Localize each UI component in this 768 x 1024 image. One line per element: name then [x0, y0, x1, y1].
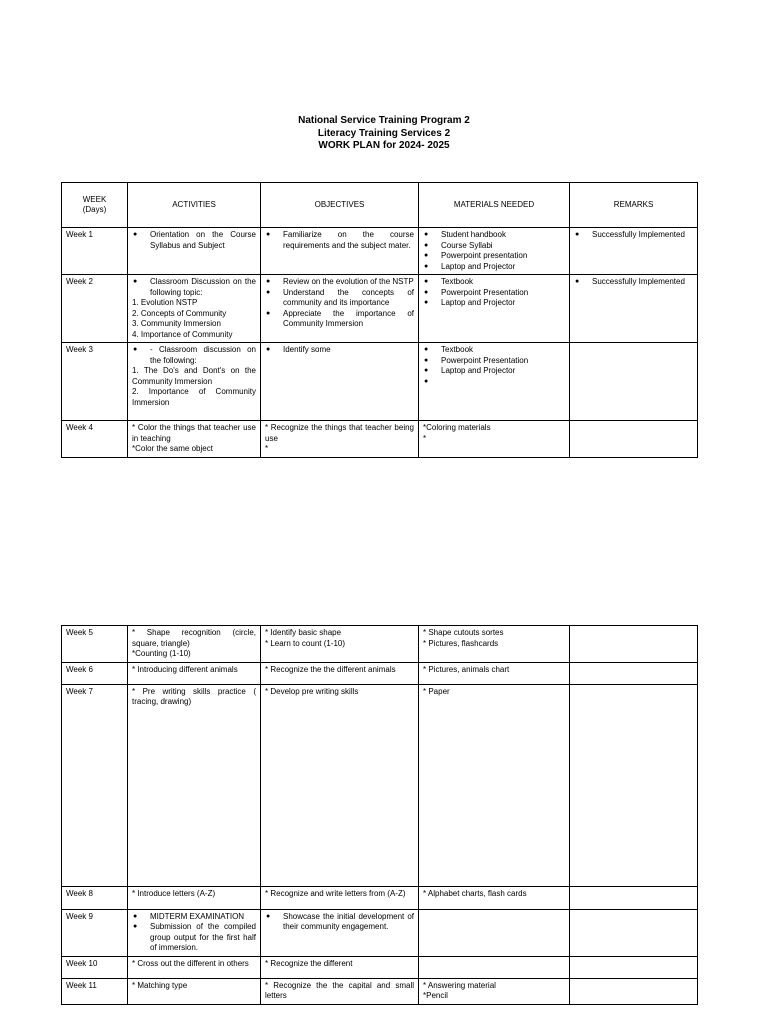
program-title: National Service Training Program 2 — [298, 115, 470, 126]
material-line: * Alphabet charts, flash cards — [423, 888, 527, 898]
activities-cell — [128, 228, 261, 275]
list-item: ● Successfully Implemented — [574, 277, 693, 288]
list-item: ● Laptop and Projector — [423, 262, 565, 273]
material-line: * — [423, 433, 427, 443]
objective-line: * Recognize the different — [265, 958, 353, 968]
topic-line: 4. Importance of Community — [132, 329, 233, 339]
list-item: ● Submission of the compiled group output for the first half of immersion. — [132, 922, 256, 954]
table-row — [62, 228, 698, 275]
list-item: ● Successfully Implemented — [574, 230, 693, 241]
objectives-column-header: OBJECTIVES — [261, 183, 419, 228]
objective-line: * Recognize and write letters from (A-Z) — [265, 888, 406, 898]
activity-line: * Introducing different animals — [132, 664, 238, 674]
activities-cell — [128, 275, 261, 343]
work-plan-table-1 — [61, 182, 698, 458]
table-row — [62, 662, 698, 684]
table-row — [62, 626, 698, 663]
week-cell: Week 2 — [62, 275, 128, 343]
materials-cell — [419, 343, 570, 421]
list-item: ● Laptop and Projector — [423, 298, 565, 309]
remarks-cell — [570, 886, 698, 909]
table-header-row — [62, 183, 698, 228]
service-title: Literacy Training Services 2 — [317, 127, 451, 139]
list-item: ● Identify some — [265, 345, 414, 356]
topic-line: 1. The Do's and Dont's on the Community Immersion — [132, 366, 256, 386]
list-item: ● Student handbook — [423, 230, 565, 241]
remarks-cell — [570, 421, 698, 458]
material-line: * Pictures, flashcards — [423, 638, 499, 648]
topic-line: 1. Evolution NSTP — [132, 298, 198, 307]
week-cell: Week 4 — [62, 421, 128, 458]
list-item: ● Powerpoint Presentation — [423, 356, 565, 367]
materials-cell — [419, 886, 570, 909]
materials-cell — [419, 626, 570, 663]
activity-line: * Shape recognition (circle, square, triangle) — [132, 628, 256, 648]
materials-cell — [419, 956, 570, 978]
topic-line: 2. Importance of Community Immersion — [132, 387, 256, 407]
remarks-cell — [570, 956, 698, 978]
table-row — [62, 684, 698, 886]
topic-line: 2. Concepts of Community — [132, 308, 227, 318]
activities-cell — [128, 421, 261, 458]
week-cell: Week 7 — [62, 684, 128, 886]
activities-cell — [128, 978, 261, 1004]
objective-line: * Develop pre writing skills — [265, 686, 359, 696]
week-cell: Week 10 — [62, 956, 128, 978]
table-row — [62, 956, 698, 978]
materials-cell — [419, 978, 570, 1004]
list-item: ● Powerpoint Presentation — [423, 288, 565, 299]
materials-cell — [419, 684, 570, 886]
materials-cell — [419, 275, 570, 343]
list-item: ● Showcase the initial development of their community engagement. — [265, 912, 414, 933]
objectives-cell — [261, 343, 419, 421]
activities-cell — [128, 626, 261, 663]
activities-cell — [128, 956, 261, 978]
objectives-cell — [261, 909, 419, 956]
days-header-label: (Days) — [82, 205, 107, 214]
table-row — [62, 978, 698, 1004]
list-item: ● Powerpoint presentation — [423, 251, 565, 262]
list-item: ● Orientation on the Course Syllabus and Subject — [132, 230, 256, 251]
list-item: ● Understand the concepts of community and its importance — [265, 288, 414, 309]
materials-cell — [419, 421, 570, 458]
objectives-cell — [261, 421, 419, 458]
topic-line: 3. Community Immersion — [132, 319, 221, 328]
remarks-cell — [570, 684, 698, 886]
objectives-cell — [261, 275, 419, 343]
week-cell: Week 5 — [62, 626, 128, 663]
list-item: ● - Classroom discussion on the following: — [132, 345, 256, 366]
remarks-cell — [570, 343, 698, 421]
objectives-cell — [261, 662, 419, 684]
objective-line: * Identify basic shape — [265, 628, 342, 637]
work-plan-title: WORK PLAN for 2024- 2025 — [318, 140, 450, 151]
activity-line: *Counting (1-10) — [132, 649, 191, 658]
materials-cell — [419, 909, 570, 956]
list-item: ● Course Syllabi — [423, 241, 565, 252]
remarks-cell — [570, 275, 698, 343]
work-plan-table-2 — [61, 625, 698, 1005]
objective-line: * — [265, 444, 269, 453]
table-row — [62, 421, 698, 458]
list-item: ● Laptop and Projector — [423, 366, 565, 377]
activities-column-header: ACTIVITIES — [128, 183, 261, 228]
activities-cell — [128, 684, 261, 886]
list-item: ● Familiarize on the course requirements and the subject mater. — [265, 230, 414, 251]
week-column-header — [62, 183, 128, 228]
materials-cell — [419, 662, 570, 684]
week-cell: Week 8 — [62, 886, 128, 909]
week-cell: Week 11 — [62, 978, 128, 1004]
objectives-cell — [261, 684, 419, 886]
remarks-cell — [570, 909, 698, 956]
activity-line: * Introduce letters (A-Z) — [132, 888, 216, 898]
material-line: * Shape cutouts sortes — [423, 628, 504, 637]
objectives-cell — [261, 626, 419, 663]
activities-cell — [128, 886, 261, 909]
remarks-cell — [570, 626, 698, 663]
objective-line: * Learn to count (1-10) — [265, 638, 346, 648]
objective-line: * Recognize the things that teacher being use — [265, 423, 414, 443]
remarks-cell — [570, 228, 698, 275]
week-cell: Week 1 — [62, 228, 128, 275]
activity-line: *Color the same object — [132, 444, 213, 453]
list-item: ● MIDTERM EXAMINATION — [132, 912, 256, 923]
materials-cell — [419, 228, 570, 275]
table-row — [62, 343, 698, 421]
week-cell: Week 9 — [62, 909, 128, 956]
activities-cell — [128, 662, 261, 684]
objective-line: * Recognize the the capital and small letters — [265, 980, 414, 1000]
remarks-cell — [570, 662, 698, 684]
remarks-cell — [570, 978, 698, 1004]
week-header-label: WEEK — [82, 194, 107, 204]
objective-line: * Recognize the the different animals — [265, 664, 396, 674]
activities-cell — [128, 343, 261, 421]
material-line: *Pencil — [423, 991, 448, 1000]
activities-cell — [128, 909, 261, 956]
material-line: * Paper — [423, 686, 450, 696]
document-header — [0, 115, 768, 153]
list-item: ● Textbook — [423, 345, 565, 356]
material-line: * Pictures, animals chart — [423, 664, 510, 674]
list-item — [423, 377, 565, 388]
activity-line: * Cross out the different in others — [132, 958, 249, 968]
table-row — [62, 886, 698, 909]
week-cell: Week 3 — [62, 343, 128, 421]
material-line: *Coloring materials — [423, 423, 491, 432]
table-row — [62, 909, 698, 956]
list-item: ● Appreciate the importance of Community Immersion — [265, 309, 414, 330]
table-row — [62, 275, 698, 343]
objectives-cell — [261, 228, 419, 275]
objectives-cell — [261, 956, 419, 978]
activity-line: * Color the things that teacher use in teaching — [132, 423, 256, 443]
list-item: ● Classroom Discussion on the following topic: — [132, 277, 256, 298]
activity-line: * Matching type — [132, 980, 188, 990]
material-line: * Answering material — [423, 980, 496, 990]
activity-line: * Pre writing skills practice ( tracing, drawing) — [132, 686, 256, 706]
objectives-cell — [261, 886, 419, 909]
objectives-cell — [261, 978, 419, 1004]
materials-column-header: MATERIALS NEEDED — [419, 183, 570, 228]
list-item: ● Textbook — [423, 277, 565, 288]
remarks-column-header: REMARKS — [570, 183, 698, 228]
week-cell: Week 6 — [62, 662, 128, 684]
list-item: ● Review on the evolution of the NSTP — [265, 277, 414, 288]
